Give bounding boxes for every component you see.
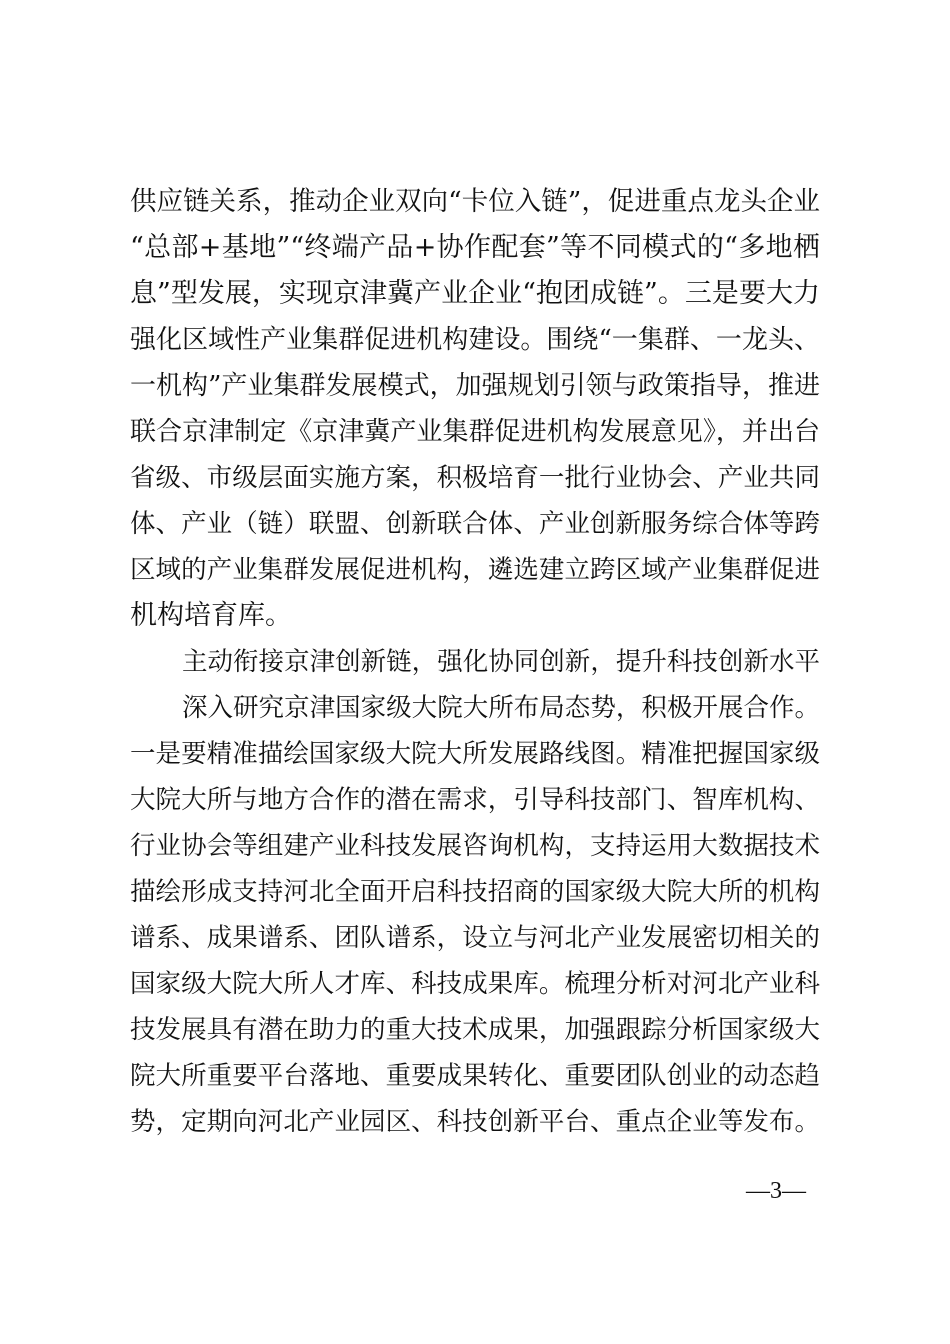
text-line: 描绘形成支持河北全面开启科技招商的国家级大院大所的机构 <box>130 877 820 907</box>
text-line: 省级、市级层面实施方案，积极培育一批行业协会、产业共同 <box>130 463 820 493</box>
text-line: 谱系、成果谱系、团队谱系，设立与河北产业发展密切相关的 <box>130 923 820 953</box>
text-line: 院大所重要平台落地、重要成果转化、重要团队创业的动态趋 <box>130 1061 820 1091</box>
text-line: 联合京津制定《京津冀产业集群促进机构发展意见》，并出台 <box>130 417 820 447</box>
page-number: —3— <box>746 1178 806 1204</box>
text-line: 体、产业（链）联盟、创新联合体、产业创新服务综合体等跨 <box>130 509 820 539</box>
text-line: 技发展具有潜在助力的重大技术成果，加强跟踪分析国家级大 <box>130 1015 820 1045</box>
text-line: 行业协会等组建产业科技发展咨询机构，支持运用大数据技术 <box>130 831 820 861</box>
text-line: “总部+基地”“终端产品+协作配套”等不同模式的“多地栖 <box>130 232 820 263</box>
text-line: 一机构”产业集群发展模式，加强规划引领与政策指导，推进 <box>130 371 820 401</box>
text-line: 供应链关系，推动企业双向“卡位入链”，促进重点龙头企业 <box>130 186 820 217</box>
text-line: 区域的产业集群发展促进机构，遴选建立跨区域产业集群促进 <box>130 555 820 585</box>
text-line: 强化区域性产业集群促进机构建设。围绕“一集群、一龙头、 <box>130 325 820 355</box>
heading-line: 主动衔接京津创新链，强化协同创新，提升科技创新水平 <box>182 647 820 677</box>
text-line: 一是要精准描绘国家级大院大所发展路线图。精准把握国家级 <box>130 739 820 769</box>
text-line: 大院大所与地方合作的潜在需求，引导科技部门、智库机构、 <box>130 785 820 815</box>
text-line: 息”型发展，实现京津冀产业企业“抱团成链”。三是要大力 <box>130 278 820 309</box>
text-line: 国家级大院大所人才库、科技成果库。梳理分析对河北产业科 <box>130 969 820 999</box>
text-line: 深入研究京津国家级大院大所布局态势，积极开展合作。 <box>182 693 820 723</box>
text-line: 机构培育库。 <box>130 600 292 631</box>
text-line: 势，定期向河北产业园区、科技创新平台、重点企业等发布。 <box>130 1107 820 1137</box>
